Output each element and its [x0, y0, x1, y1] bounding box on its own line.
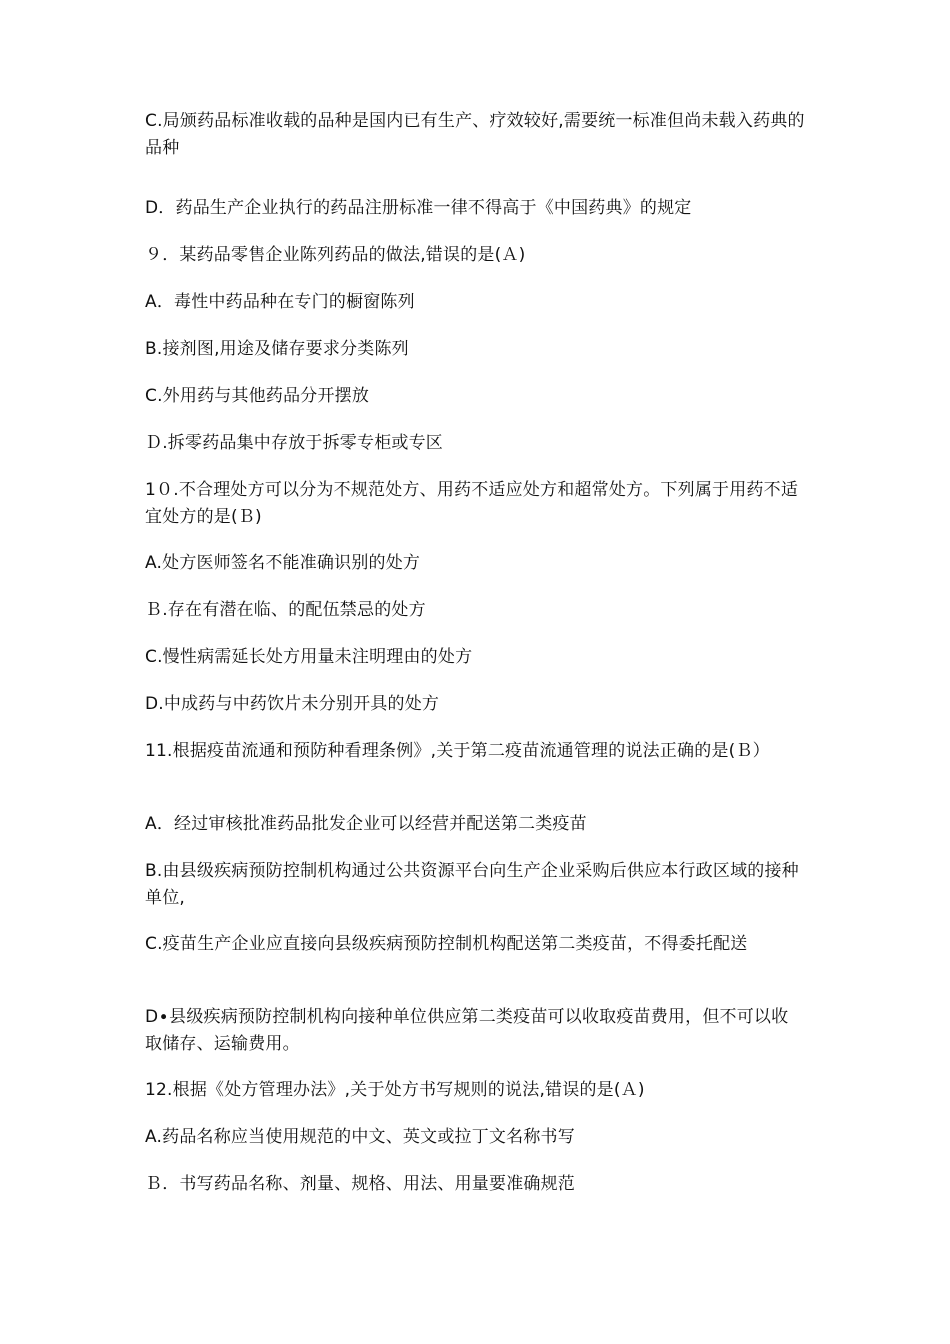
option-d-q10: D.中成药与中药饮片未分别开具的处方	[145, 694, 440, 714]
question-10: 1０.不合理处方可以分为不规范处方、用药不适应处方和超常处方。下列属于用药不适宜处方的是(Ｂ)	[145, 480, 799, 527]
option-c-q8: C.局颁药品标准收载的品种是国内已有生产、疗效较好,需要统一标准但尚未载入药典的品种	[145, 111, 805, 158]
question-9: ９．某药品零售企业陈列药品的做法,错误的是(Ａ)	[145, 245, 526, 265]
option-a-q11: A．经过审核批准药品批发企业可以经营并配送第二类疫苗	[145, 814, 587, 834]
question-11: 11.根据疫苗流通和预防种看理条例》,关于第二疫苗流通管理的说法正确的是(Ｂ）	[145, 741, 770, 761]
option-b-q12: Ｂ．书写药品名称、剂量、规格、用法、用量要准确规范	[145, 1174, 575, 1194]
question-12: 12.根据《处方管理办法》,关于处方书写规则的说法,错误的是(Ａ)	[145, 1080, 645, 1100]
option-d-q9: Ｄ.拆零药品集中存放于拆零专柜或专区	[145, 433, 444, 453]
option-b-q10: Ｂ.存在有潜在临、的配伍禁忌的处方	[145, 600, 426, 620]
option-b-q9: B.接剂图,用途及储存要求分类陈列	[145, 339, 409, 359]
option-d-q8: D．药品生产企业执行的药品注册标准一律不得高于《中国药典》的规定	[145, 198, 692, 218]
option-c-q9: C.外用药与其他药品分开摆放	[145, 386, 370, 406]
option-b-q11: B.由县级疾病预防控制机构通过公共资源平台向生产企业采购后供应本行政区域的接种单位,	[145, 861, 799, 908]
option-a-q12: A.药品名称应当使用规范的中文、英文或拉丁文名称书写	[145, 1127, 575, 1147]
option-c-q10: C.慢性病需延长处方用量未注明理由的处方	[145, 647, 473, 667]
option-d-q11: D∙县级疾病预防控制机构向接种单位供应第二类疫苗可以收取疫苗费用，但不可以收取储存、运输费用。	[145, 1007, 789, 1054]
option-a-q9: A．毒性中药品种在专门的橱窗陈列	[145, 292, 415, 312]
option-c-q11: C.疫苗生产企业应直接向县级疾病预防控制机构配送第二类疫苗，不得委托配送	[145, 934, 748, 954]
option-a-q10: A.处方医师签名不能准确识别的处方	[145, 553, 421, 573]
